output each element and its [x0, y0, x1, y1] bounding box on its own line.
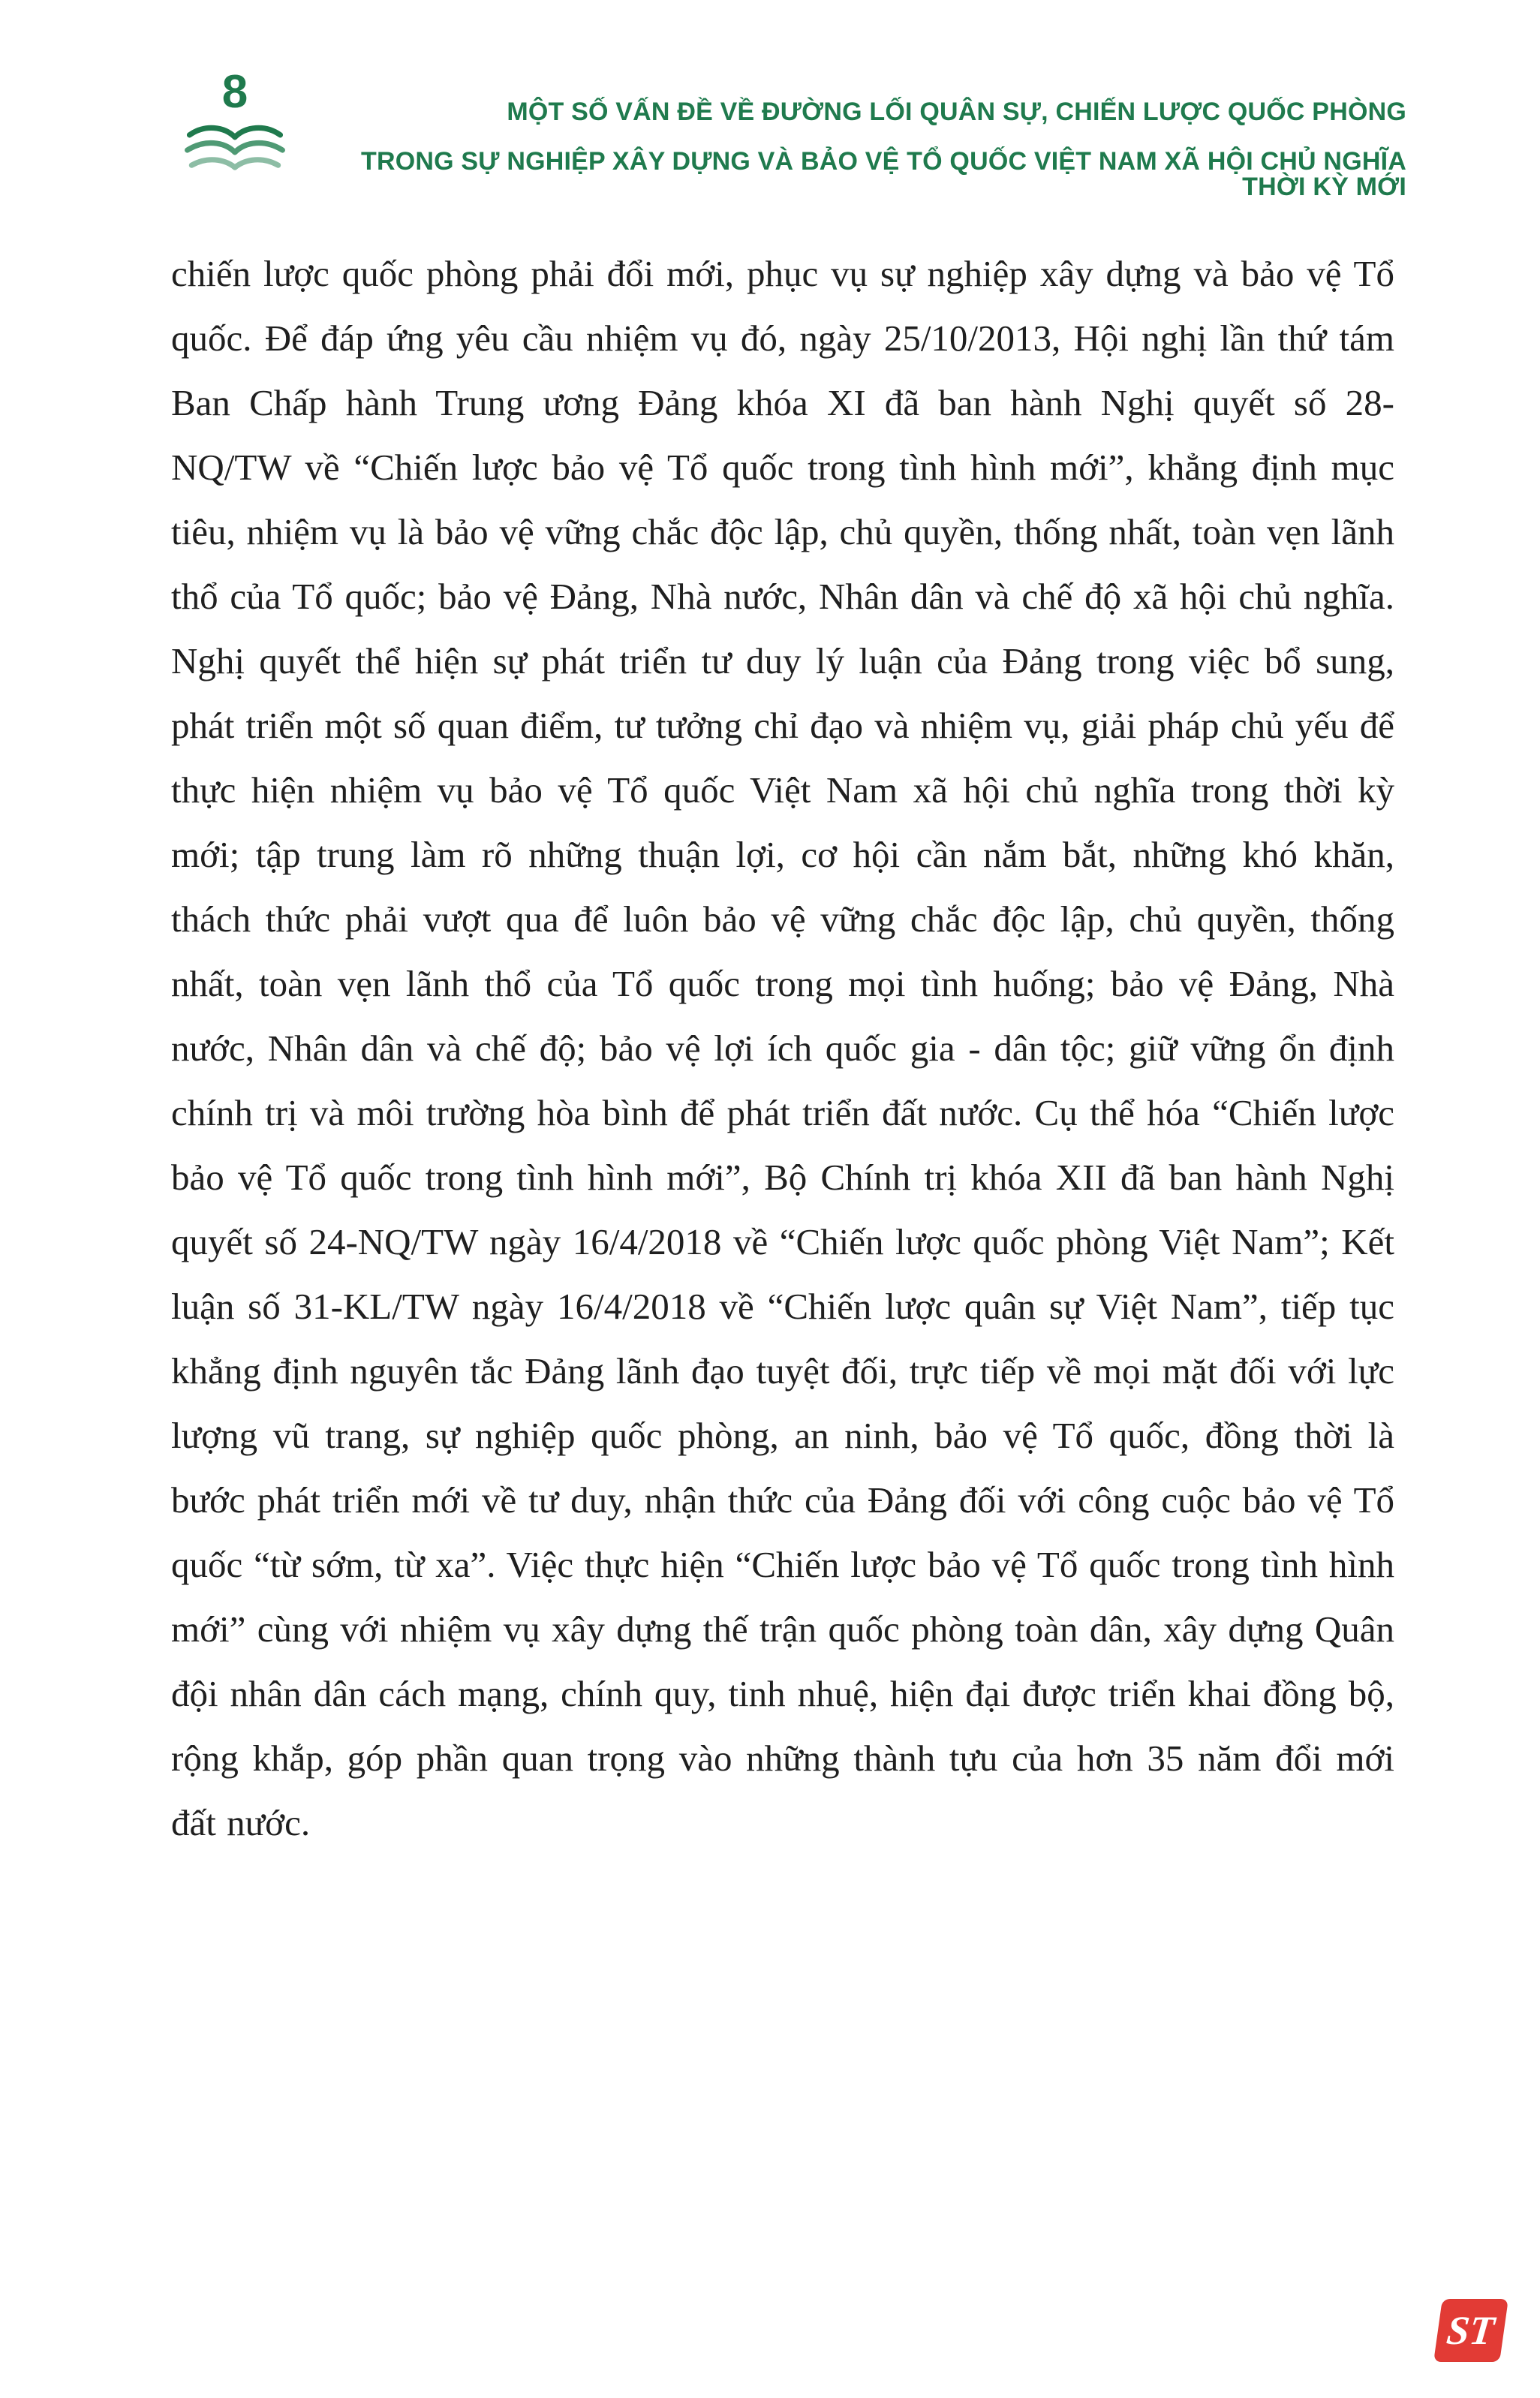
running-head: [296, 99, 1406, 200]
page-number-block: [179, 66, 291, 187]
running-head-line2: TRONG SỰ NGHIỆP XÂY DỰNG VÀ BẢO VỆ TỔ QUỐC VIỆT NAM XÃ HỘI CHỦ NGHĨA THỜI KỲ MỚI: [361, 147, 1406, 201]
body-paragraph: chiến lược quốc phòng phải đổi mới, phục vụ sự nghiệp xây dựng và bảo vệ Tổ quốc. Để đáp ứng yêu cầu nhiệm vụ đó, ngày 25/10/2013, Hội nghị lần thứ tám Ban Chấp hành Trung ương Đảng khóa XI đã ban hành Nghị quyết số 28-NQ/TW về “Chiến lược bảo vệ Tổ quốc trong tình hình mới”, khẳng định mục tiêu, nhiệm vụ là bảo vệ vững chắc độc lập, chủ quyền, thống nhất, toàn vẹn lãnh thổ của Tổ quốc; bảo vệ Đảng, Nhà nước, Nhân dân và chế độ xã hội chủ nghĩa. Nghị quyết thể hiện sự phát triển tư duy lý luận của Đảng trong việc bổ sung, phát triển một số quan điểm, tư tưởng chỉ đạo và nhiệm vụ, giải pháp chủ yếu để thực hiện nhiệm vụ bảo vệ Tổ quốc Việt Nam xã hội chủ nghĩa trong thời kỳ mới; tập trung làm rõ những thuận lợi, cơ hội cần nắm bắt, những khó khăn, thách thức phải vượt qua để luôn bảo vệ vững chắc độc lập, chủ quyền, thống nhất, toàn vẹn lãnh thổ của Tổ quốc trong mọi tình huống; bảo vệ Đảng, Nhà nước, Nhân dân và chế độ; bảo vệ lợi ích quốc gia - dân tộc; giữ vững ổn định chính trị và môi trường hòa bình để phát triển đất nước. Cụ thể hóa “Chiến lược bảo vệ Tổ quốc trong tình hình mới”, Bộ Chính trị khóa XII đã ban hành Nghị quyết số 24-NQ/TW ngày 16/4/2018 về “Chiến lược quốc phòng Việt Nam”; Kết luận số 31-KL/TW ngày 16/4/2018 về “Chiến lược quân sự Việt Nam”, tiếp tục khẳng định nguyên tắc Đảng lãnh đạo tuyệt đối, trực tiếp về mọi mặt đối với lực lượng vũ trang, sự nghiệp quốc phòng, an ninh, bảo vệ Tổ quốc, đồng thời là bước phát triển mới về tư duy, nhận thức của Đảng đối với công cuộc bảo vệ Tổ quốc “từ sớm, từ xa”. Việc thực hiện “Chiến lược bảo vệ Tổ quốc trong tình hình mới” cùng với nhiệm vụ xây dựng thế trận quốc phòng toàn dân, xây dựng Quân đội nhân dân cách mạng, chính quy, tinh nhuệ, hiện đại được triển khai đồng bộ, rộng khắp, góp phần quan trọng vào những thành tựu của hơn 35 năm đổi mới đất nước.: [171, 253, 1394, 1843]
running-head-line1: MỘT SỐ VẤN ĐỀ VỀ ĐƯỜNG LỐI QUÂN SỰ, CHIẾN LƯỢC QUỐC PHÒNG: [507, 98, 1406, 126]
open-book-icon: [181, 117, 289, 183]
st-publisher-logo-icon: [1433, 2299, 1508, 2362]
page-body: [171, 242, 1394, 1855]
publisher-logo-text: ST: [1445, 2308, 1497, 2353]
page-number: 8: [221, 66, 248, 118]
